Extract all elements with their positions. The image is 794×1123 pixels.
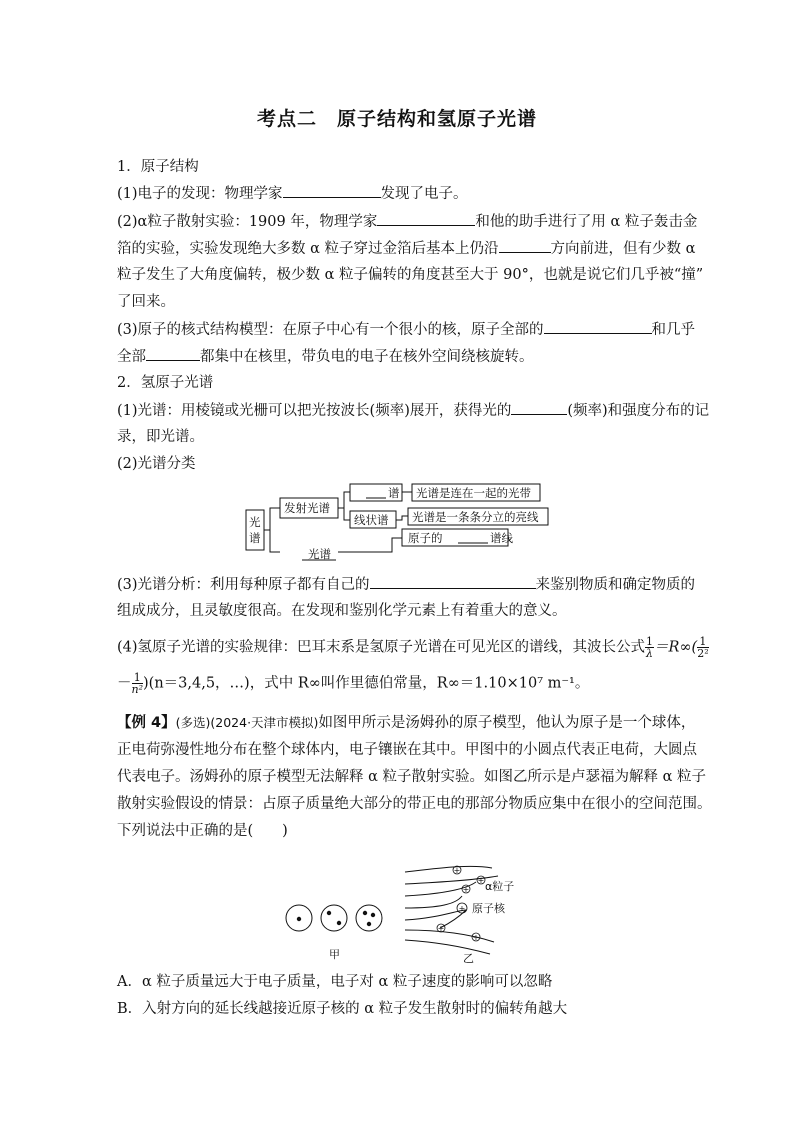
answer-blank[interactable] <box>511 400 567 415</box>
paragraph-nuclear-model-1 <box>117 319 695 340</box>
text: (2)α粒子散射实验：1909 年，物理学家 <box>117 214 378 230</box>
text: 全部 <box>117 349 146 365</box>
text: 发现了电子。 <box>380 186 468 202</box>
svg-text:+: + <box>472 933 480 942</box>
text: (1)电子的发现：物理学家 <box>117 186 283 202</box>
example-line-2: 正电荷弥漫性地分布在整个球体内，电子镶嵌在其中。甲图中的小圆点代表正电荷，大圆点 <box>117 742 697 758</box>
root-label-2: 谱 <box>249 531 261 545</box>
continuous-label: 谱 <box>388 486 400 500</box>
svg-text:+: + <box>477 876 485 885</box>
paragraph-electron-discovery <box>117 183 468 204</box>
paragraph-alpha-scattering-1 <box>117 211 697 232</box>
minus-sign: － <box>117 675 132 692</box>
page-title: 考点二 原子结构和氢原子光谱 <box>256 108 537 130</box>
atom-model-figure <box>280 858 540 964</box>
fraction-one-over-two-squared: $\frac{1}{\text{2²}}$ <box>697 635 709 660</box>
example-line-1 <box>117 713 695 733</box>
paragraph-alpha-scattering-3: 粒子发生了大角度偏转，极少数 α 粒子偏转的角度甚至大于 90°，也就是说它们几乎被“撞” <box>117 267 704 283</box>
answer-blank[interactable] <box>283 183 381 198</box>
text: 和几乎 <box>651 322 696 338</box>
paragraph-spectral-analysis-1 <box>117 574 695 595</box>
figure-yi-label: 乙 <box>463 952 474 964</box>
example-line-4: 散射实验假设的情景：占原子质量绝大部分的带正电的那部分物质应集中在很小的空间范围。 <box>117 796 712 812</box>
emission-label: 发射光谱 <box>284 501 330 515</box>
desc-atom-label-b: 谱线 <box>490 531 513 545</box>
figure-jia-label: 甲 <box>329 948 340 961</box>
example-line-5: 下列说法中正确的是( ) <box>117 823 288 839</box>
desc-atom-label-a: 原子的 <box>408 531 443 545</box>
example-tag: 【例 4】 <box>117 715 176 731</box>
text: (4)氢原子光谱的实验规律：巴耳末系是氢原子光谱在可见光区的谱线，其波长公式 <box>117 639 646 656</box>
text: (频率)和强度分布的记 <box>567 403 710 419</box>
thomson-atom-3 <box>356 905 382 931</box>
answer-blank[interactable] <box>146 346 200 361</box>
desc-continuous-label: 光谱是连在一起的光带 <box>416 486 531 500</box>
svg-text:+: + <box>453 866 461 875</box>
paragraph-alpha-scattering-4: 了回来。 <box>117 294 175 310</box>
nucleus-label: 原子核 <box>472 902 505 915</box>
section2-heading: 2．氢原子光谱 <box>117 375 214 391</box>
desc-line-label: 光谱是一条条分立的亮线 <box>412 510 539 524</box>
paragraph-alpha-scattering-2 <box>117 238 695 259</box>
text: (3)光谱分析：利用每种原子都有自己的 <box>117 577 370 593</box>
answer-blank[interactable] <box>499 238 551 253</box>
svg-text:+: + <box>462 885 470 894</box>
text: 都集中在核里，带负电的电子在核外空间绕核旋转。 <box>200 349 534 365</box>
section1-heading: 1．原子结构 <box>117 159 199 175</box>
paragraph-spectrum-classification: (2)光谱分类 <box>117 456 196 472</box>
paragraph-balmer-1 <box>117 636 709 659</box>
text: (1)光谱：用棱镜或光栅可以把光按波长(频率)展开，获得光的 <box>117 403 512 419</box>
paragraph-balmer-2 <box>117 672 589 695</box>
svg-text:+: + <box>437 924 445 933</box>
text: 如图甲所示是汤姆孙的原子模型，他认为原子是一个球体， <box>318 715 696 731</box>
formula-text: ＝R∞( <box>654 639 698 656</box>
text: (3)原子的核式结构模型：在原子中心有一个很小的核，原子全部的 <box>117 322 544 338</box>
text: )(n＝3,4,5，…)，式中 R∞叫作里德伯常量，R∞＝1.10×10⁷ m⁻¹。 <box>143 675 590 692</box>
root-label-1: 光 <box>249 515 261 529</box>
paragraph-spectral-analysis-2: 组成成分，且灵敏度很高。在发现和鉴别化学元素上有着重大的意义。 <box>117 603 567 619</box>
text: 来鉴别物质和确定物质的 <box>535 577 696 593</box>
alpha-particle-label: α粒子 <box>485 880 515 893</box>
answer-blank[interactable] <box>377 211 475 226</box>
paragraph-spectrum-2: 录，即光谱。 <box>117 429 204 445</box>
absorption-label: 光谱 <box>308 547 331 561</box>
text: 和他的助手进行了用 α 粒子轰击金 <box>475 214 698 230</box>
option-b[interactable]: B．入射方向的延长线越接近原子核的 α 粒子发生散射时的偏转角越大 <box>117 1001 568 1017</box>
paragraph-spectrum-1 <box>117 400 709 421</box>
paragraph-nuclear-model-2 <box>117 346 534 367</box>
svg-text:+: + <box>458 904 466 913</box>
text: 方向前进，但有少数 α <box>550 241 696 257</box>
fraction-one-over-lambda: $\frac{1}{\lambda}$ <box>646 635 654 660</box>
thomson-atom-2 <box>321 905 347 931</box>
example-source: (多选)(2024·天津市模拟) <box>175 715 319 730</box>
example-line-3: 代表电子。汤姆孙的原子模型无法解释 α 粒子散射实验。如图乙所示是卢瑟福为解释 α 粒子 <box>117 769 707 785</box>
fraction-one-over-n-squared: $\frac{1}{\text{n²}}$ <box>131 671 143 696</box>
answer-blank[interactable] <box>544 319 652 334</box>
answer-blank[interactable] <box>370 574 536 589</box>
option-a[interactable]: A．α 粒子质量远大于电子质量，电子对 α 粒子速度的影响可以忽略 <box>117 974 553 990</box>
line-label: 线状谱 <box>354 513 389 527</box>
text: 箔的实验，实验发现绝大多数 α 粒子穿过金箔后基本上仍沿 <box>117 241 499 257</box>
spectrum-classification-diagram <box>240 478 560 566</box>
